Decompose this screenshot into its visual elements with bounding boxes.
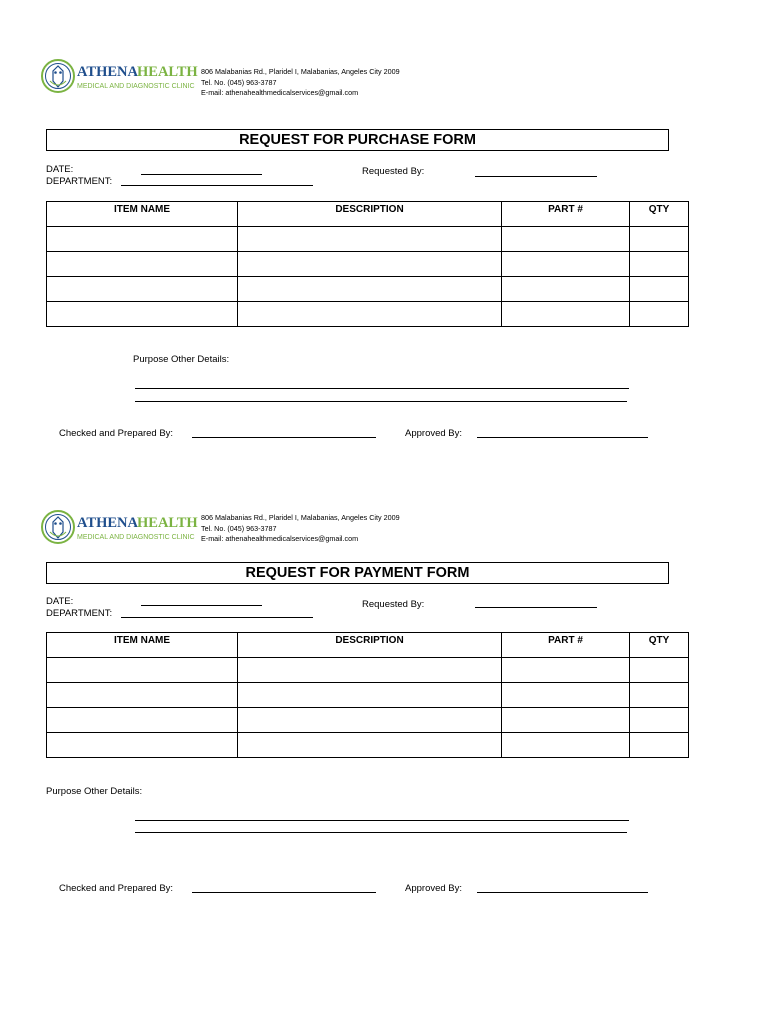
checked-prepared-label: Checked and Prepared By: [59, 428, 174, 439]
clinic-contact-block [201, 513, 400, 545]
table-cell[interactable] [630, 277, 689, 302]
table-header-row [47, 633, 689, 658]
form-title-payment: REQUEST FOR PAYMENT FORM [46, 562, 669, 584]
column-header-qty: QTY [630, 633, 689, 658]
table-cell[interactable] [47, 708, 238, 733]
table-cell[interactable] [502, 708, 630, 733]
table-cell[interactable] [630, 658, 689, 683]
table-row [47, 252, 689, 277]
table-cell[interactable] [502, 733, 630, 758]
column-header-part: PART # [502, 202, 630, 227]
table-cell[interactable] [47, 277, 238, 302]
table-cell[interactable] [238, 302, 502, 327]
table-cell[interactable] [630, 252, 689, 277]
table-row [47, 302, 689, 327]
table-cell[interactable] [47, 252, 238, 277]
table-cell[interactable] [238, 277, 502, 302]
payment-items-table [46, 632, 689, 758]
column-header-description: DESCRIPTION [238, 202, 502, 227]
table-cell[interactable] [47, 227, 238, 252]
date-field[interactable] [141, 605, 262, 606]
requested-by-label: Requested By: [362, 166, 425, 177]
form-title-purchase: REQUEST FOR PURCHASE FORM [46, 129, 669, 151]
table-cell[interactable] [47, 658, 238, 683]
clinic-email: E-mail: athenahealthmedicalservices@gmail.com [201, 88, 359, 97]
clinic-address: 806 Malabanias Rd., Plaridel I, Malabanias, Angeles City 2009 [201, 67, 400, 76]
department-field[interactable] [121, 617, 313, 618]
column-header-qty: QTY [630, 202, 689, 227]
table-cell[interactable] [238, 708, 502, 733]
clinic-email: E-mail: athenahealthmedicalservices@gmail.com [201, 534, 359, 543]
brand-name-right: HEALTH [137, 515, 198, 531]
clinic-phone: Tel. No. (045) 963-3787 [201, 523, 277, 533]
purpose-line-2[interactable] [135, 401, 627, 402]
table-cell[interactable] [238, 658, 502, 683]
checked-prepared-field[interactable] [192, 437, 376, 438]
table-row [47, 227, 689, 252]
brand-tagline: MEDICAL AND DIAGNOSTIC CLINIC [77, 83, 195, 90]
approved-by-field[interactable] [477, 892, 648, 893]
purpose-line-1[interactable] [135, 820, 629, 821]
checked-prepared-field[interactable] [192, 892, 376, 893]
table-cell[interactable] [502, 658, 630, 683]
date-field[interactable] [141, 174, 262, 175]
brand-name-left: ATHENA [77, 515, 138, 531]
brand-name-right: HEALTH [137, 64, 198, 80]
purpose-label: Purpose Other Details: [46, 786, 143, 797]
table-row [47, 277, 689, 302]
table-cell[interactable] [47, 733, 238, 758]
department-label: DEPARTMENT: [46, 176, 113, 187]
table-cell[interactable] [238, 227, 502, 252]
checked-prepared-label: Checked and Prepared By: [59, 883, 174, 894]
table-cell[interactable] [630, 683, 689, 708]
table-header-row [47, 202, 689, 227]
table-cell[interactable] [630, 227, 689, 252]
purpose-line-1[interactable] [135, 388, 629, 389]
table-cell[interactable] [502, 302, 630, 327]
purpose-label: Purpose Other Details: [133, 354, 230, 365]
table-cell[interactable] [238, 683, 502, 708]
requested-by-label: Requested By: [362, 599, 425, 610]
table-row [47, 708, 689, 733]
column-header-item-name: ITEM NAME [47, 202, 238, 227]
requested-by-field[interactable] [475, 176, 597, 177]
table-cell[interactable] [47, 302, 238, 327]
brand-tagline: MEDICAL AND DIAGNOSTIC CLINIC [77, 534, 195, 541]
clinic-address: 806 Malabanias Rd., Plaridel I, Malabanias, Angeles City 2009 [201, 513, 400, 522]
table-cell[interactable] [238, 733, 502, 758]
department-label: DEPARTMENT: [46, 608, 113, 619]
athena-health-logo [40, 57, 200, 97]
clinic-contact-block [201, 67, 400, 99]
table-cell[interactable] [502, 277, 630, 302]
column-header-item-name: ITEM NAME [47, 633, 238, 658]
table-cell[interactable] [630, 708, 689, 733]
brand-name-left: ATHENA [77, 64, 138, 80]
date-label: DATE: [46, 596, 74, 607]
purpose-line-2[interactable] [135, 832, 627, 833]
department-field[interactable] [121, 185, 313, 186]
table-row [47, 658, 689, 683]
date-label: DATE: [46, 164, 74, 175]
athena-health-logo [40, 508, 200, 548]
column-header-description: DESCRIPTION [238, 633, 502, 658]
column-header-part: PART # [502, 633, 630, 658]
table-cell[interactable] [502, 252, 630, 277]
approved-by-field[interactable] [477, 437, 648, 438]
table-cell[interactable] [238, 252, 502, 277]
clinic-phone: Tel. No. (045) 963-3787 [201, 77, 277, 87]
table-cell[interactable] [47, 683, 238, 708]
table-row [47, 733, 689, 758]
requested-by-field[interactable] [475, 607, 597, 608]
table-cell[interactable] [630, 302, 689, 327]
approved-by-label: Approved By: [405, 883, 463, 894]
table-cell[interactable] [630, 733, 689, 758]
table-cell[interactable] [502, 227, 630, 252]
table-cell[interactable] [502, 683, 630, 708]
table-row [47, 683, 689, 708]
purchase-items-table [46, 201, 689, 327]
approved-by-label: Approved By: [405, 428, 463, 439]
